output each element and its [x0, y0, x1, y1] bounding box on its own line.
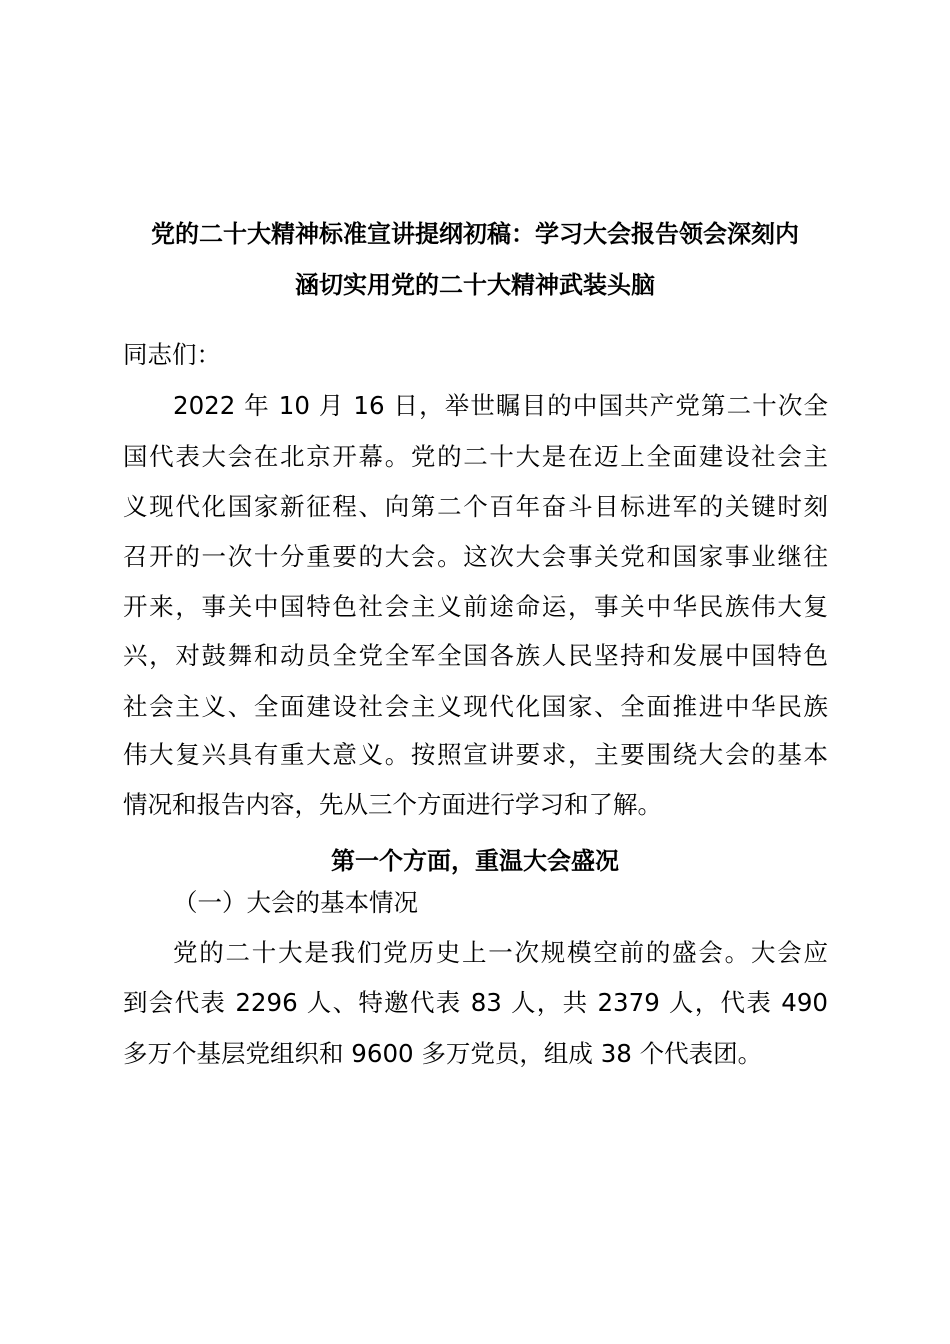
paragraph-line: 义现代化国家新征程、向第二个百年奋斗目标进军的关键时刻	[123, 492, 828, 521]
paragraph-line: 党的二十大是我们党历史上一次规模空前的盛会。大会应	[173, 938, 828, 967]
paragraph-line: 2022 年 10 月 16 日，举世瞩目的中国共产党第二十次全	[173, 391, 828, 420]
paragraph-line: 开来，事关中国特色社会主义前途命运，事关中华民族伟大复	[123, 592, 828, 621]
salutation: 同志们：	[123, 340, 221, 369]
paragraph-line: 到会代表 2296 人、特邀代表 83 人，共 2379 人，代表 490	[123, 988, 828, 1017]
document-title-line-1: 党的二十大精神标准宣讲提纲初稿：学习大会报告领会深刻内	[151, 220, 799, 248]
document-title-line-2: 涵切实用党的二十大精神武装头脑	[295, 271, 655, 299]
paragraph-line: 社会主义、全面建设社会主义现代化国家、全面推进中华民族	[123, 692, 828, 721]
paragraph-line: 伟大复兴具有重大意义。按照宣讲要求，主要围绕大会的基本	[123, 740, 828, 769]
paragraph-line: 召开的一次十分重要的大会。这次大会事关党和国家事业继往	[123, 542, 828, 571]
section-heading: 第一个方面，重温大会盛况	[331, 847, 619, 875]
paragraph-line: 情况和报告内容，先从三个方面进行学习和了解。	[123, 790, 662, 819]
paragraph-line: 国代表大会在北京开幕。党的二十大是在迈上全面建设社会主	[123, 442, 828, 471]
subsection-heading: （一）大会的基本情况	[173, 888, 418, 917]
paragraph-line: 兴，对鼓舞和动员全党全军全国各族人民坚持和发展中国特色	[123, 641, 828, 670]
paragraph-line: 多万个基层党组织和 9600 多万党员，组成 38 个代表团。	[123, 1039, 763, 1068]
